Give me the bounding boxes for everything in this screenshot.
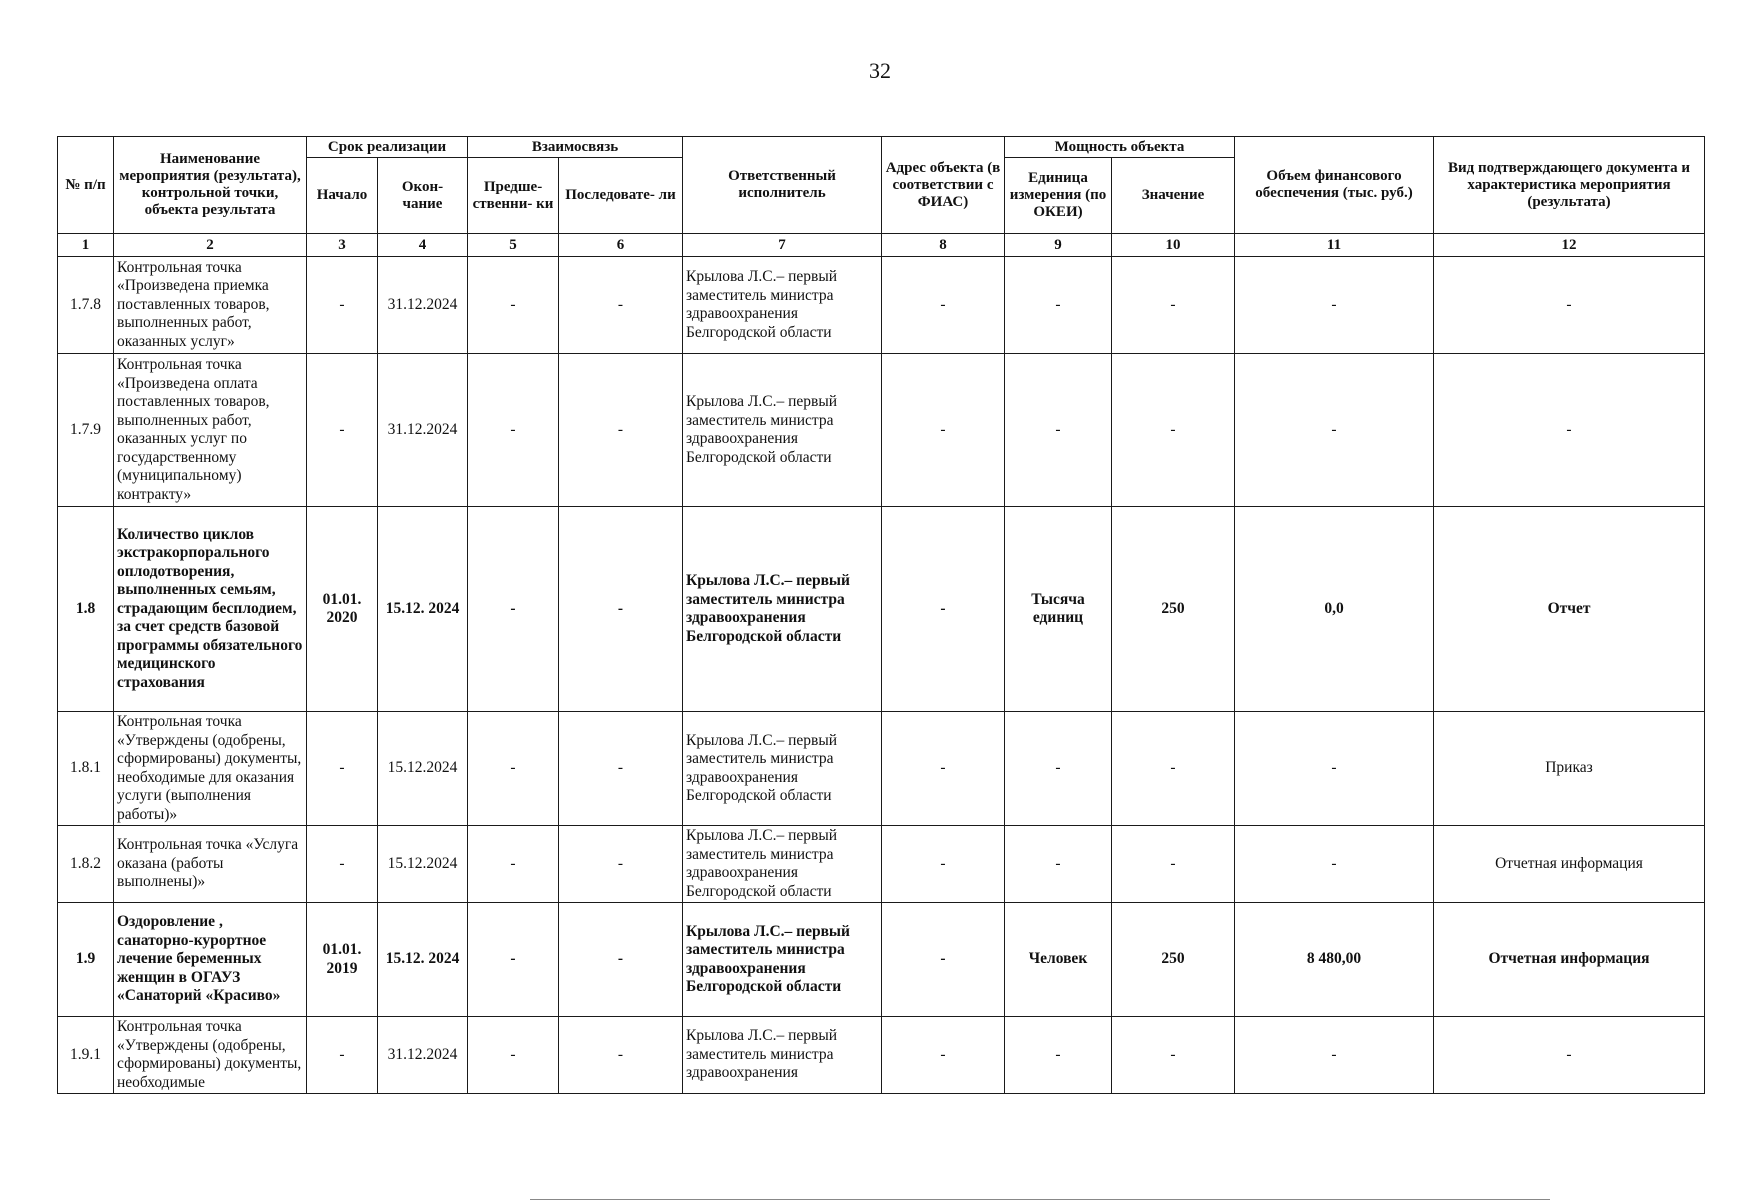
- header-address: Адрес объекта (в соответствии с ФИАС): [882, 137, 1005, 234]
- row-funding: -: [1235, 712, 1434, 826]
- header-row-1: [58, 137, 1705, 158]
- row-funding: -: [1235, 257, 1434, 354]
- row-funding: -: [1235, 1017, 1434, 1094]
- row-executor: Крылова Л.С.– первый заместитель министра здравоохранения Белгородской области: [683, 354, 882, 507]
- row-funding: -: [1235, 354, 1434, 507]
- row-predecessors: -: [468, 903, 559, 1017]
- header-num: № п/п: [58, 137, 114, 234]
- header-end: Окон- чание: [378, 158, 468, 234]
- row-name: Контрольная точка «Утверждены (одобрены, сформированы) документы, необходимые для оказания услуги (выполнения работы)»: [114, 712, 307, 826]
- header-period: Срок реализации: [307, 137, 468, 158]
- row-end: 15.12. 2024: [378, 507, 468, 712]
- row-doc: Отчетная информация: [1434, 826, 1705, 903]
- row-name: Контрольная точка «Утверждены (одобрены, сформированы) документы, необходимые: [114, 1017, 307, 1094]
- row-end: 15.12.2024: [378, 826, 468, 903]
- row-end: 31.12.2024: [378, 354, 468, 507]
- table-row: [58, 826, 1705, 903]
- row-name: Контрольная точка «Произведена оплата поставленных товаров, выполненных работ, оказанных услуг по государственному (муниципальному) контракту»: [114, 354, 307, 507]
- row-successors: -: [559, 354, 683, 507]
- header-relation: Взаимосвязь: [468, 137, 683, 158]
- row-end: 15.12.2024: [378, 712, 468, 826]
- column-number: 9: [1005, 234, 1112, 257]
- row-executor: Крылова Л.С.– первый заместитель министра здравоохранения Белгородской области: [683, 903, 882, 1017]
- header-capacity: Мощность объекта: [1005, 137, 1235, 158]
- row-end: 31.12.2024: [378, 1017, 468, 1094]
- header-doc: Вид подтверждающего документа и характеристика мероприятия (результата): [1434, 137, 1705, 234]
- header-unit: Единица измерения (по ОКЕИ): [1005, 158, 1112, 234]
- row-doc: -: [1434, 1017, 1705, 1094]
- row-value: -: [1112, 354, 1235, 507]
- column-number: 2: [114, 234, 307, 257]
- row-value: -: [1112, 712, 1235, 826]
- program-events-table: [57, 136, 1705, 1094]
- row-doc: Отчетная информация: [1434, 903, 1705, 1017]
- header-value: Значение: [1112, 158, 1235, 234]
- row-predecessors: -: [468, 257, 559, 354]
- row-executor: Крылова Л.С.– первый заместитель министра здравоохранения Белгородской области: [683, 507, 882, 712]
- row-predecessors: -: [468, 712, 559, 826]
- row-address: -: [882, 712, 1005, 826]
- row-doc: Приказ: [1434, 712, 1705, 826]
- row-number: 1.9: [58, 903, 114, 1017]
- header-start: Начало: [307, 158, 378, 234]
- table-row: [58, 712, 1705, 826]
- row-address: -: [882, 826, 1005, 903]
- column-number-row: [58, 234, 1705, 257]
- column-number: 10: [1112, 234, 1235, 257]
- column-number: 8: [882, 234, 1005, 257]
- row-unit: -: [1005, 712, 1112, 826]
- row-address: -: [882, 257, 1005, 354]
- row-successors: -: [559, 257, 683, 354]
- row-unit: -: [1005, 826, 1112, 903]
- row-predecessors: -: [468, 826, 559, 903]
- row-funding: -: [1235, 826, 1434, 903]
- table-row: [58, 1017, 1705, 1094]
- row-address: -: [882, 507, 1005, 712]
- row-start: 01.01. 2020: [307, 507, 378, 712]
- row-address: -: [882, 1017, 1005, 1094]
- row-number: 1.7.8: [58, 257, 114, 354]
- row-number: 1.9.1: [58, 1017, 114, 1094]
- header-name: Наименование мероприятия (результата), контрольной точки, объекта результата: [114, 137, 307, 234]
- row-number: 1.7.9: [58, 354, 114, 507]
- row-executor: Крылова Л.С.– первый заместитель министра здравоохранения: [683, 1017, 882, 1094]
- row-unit: -: [1005, 257, 1112, 354]
- table-row: [58, 354, 1705, 507]
- row-unit: -: [1005, 354, 1112, 507]
- row-start: -: [307, 1017, 378, 1094]
- header-funding: Объем финансового обеспечения (тыс. руб.): [1235, 137, 1434, 234]
- row-doc: -: [1434, 354, 1705, 507]
- row-executor: Крылова Л.С.– первый заместитель министра здравоохранения Белгородской области: [683, 712, 882, 826]
- row-name: Оздоровление , санаторно-курортное лечение беременных женщин в ОГАУЗ «Санаторий «Красиво»: [114, 903, 307, 1017]
- row-funding: 8 480,00: [1235, 903, 1434, 1017]
- column-number: 4: [378, 234, 468, 257]
- row-name: Количество циклов экстракорпорального оплодотворения, выполненных семьям, страдающим бесплодием, за счет средств базовой программы обязательного медицинского страхования: [114, 507, 307, 712]
- row-unit: Человек: [1005, 903, 1112, 1017]
- row-number: 1.8.1: [58, 712, 114, 826]
- row-start: -: [307, 354, 378, 507]
- row-number: 1.8.2: [58, 826, 114, 903]
- row-value: -: [1112, 1017, 1235, 1094]
- column-number: 5: [468, 234, 559, 257]
- row-address: -: [882, 903, 1005, 1017]
- row-start: -: [307, 826, 378, 903]
- table-row: [58, 507, 1705, 712]
- header-successors: Последовате- ли: [559, 158, 683, 234]
- row-predecessors: -: [468, 507, 559, 712]
- row-predecessors: -: [468, 354, 559, 507]
- row-end: 15.12. 2024: [378, 903, 468, 1017]
- row-unit: -: [1005, 1017, 1112, 1094]
- column-number: 1: [58, 234, 114, 257]
- header-predecessors: Предше- ственни- ки: [468, 158, 559, 234]
- row-start: -: [307, 712, 378, 826]
- row-address: -: [882, 354, 1005, 507]
- row-executor: Крылова Л.С.– первый заместитель министра здравоохранения Белгородской области: [683, 257, 882, 354]
- row-unit: Тысяча единиц: [1005, 507, 1112, 712]
- column-number: 12: [1434, 234, 1705, 257]
- page-number: 32: [869, 58, 891, 83]
- row-successors: -: [559, 903, 683, 1017]
- column-number: 11: [1235, 234, 1434, 257]
- row-value: 250: [1112, 507, 1235, 712]
- row-start: -: [307, 257, 378, 354]
- row-name: Контрольная точка «Услуга оказана (работы выполнены)»: [114, 826, 307, 903]
- row-value: -: [1112, 826, 1235, 903]
- row-name: Контрольная точка «Произведена приемка поставленных товаров, выполненных работ, оказанных услуг»: [114, 257, 307, 354]
- row-start: 01.01. 2019: [307, 903, 378, 1017]
- row-value: -: [1112, 257, 1235, 354]
- row-value: 250: [1112, 903, 1235, 1017]
- column-number: 6: [559, 234, 683, 257]
- header-executor: Ответственный исполнитель: [683, 137, 882, 234]
- row-successors: -: [559, 1017, 683, 1094]
- column-number: 7: [683, 234, 882, 257]
- row-number: 1.8: [58, 507, 114, 712]
- row-doc: -: [1434, 257, 1705, 354]
- table-row: [58, 257, 1705, 354]
- row-successors: -: [559, 507, 683, 712]
- row-executor: Крылова Л.С.– первый заместитель министра здравоохранения Белгородской области: [683, 826, 882, 903]
- row-doc: Отчет: [1434, 507, 1705, 712]
- column-number: 3: [307, 234, 378, 257]
- row-predecessors: -: [468, 1017, 559, 1094]
- row-funding: 0,0: [1235, 507, 1434, 712]
- row-successors: -: [559, 826, 683, 903]
- row-end: 31.12.2024: [378, 257, 468, 354]
- row-successors: -: [559, 712, 683, 826]
- table-row: [58, 903, 1705, 1017]
